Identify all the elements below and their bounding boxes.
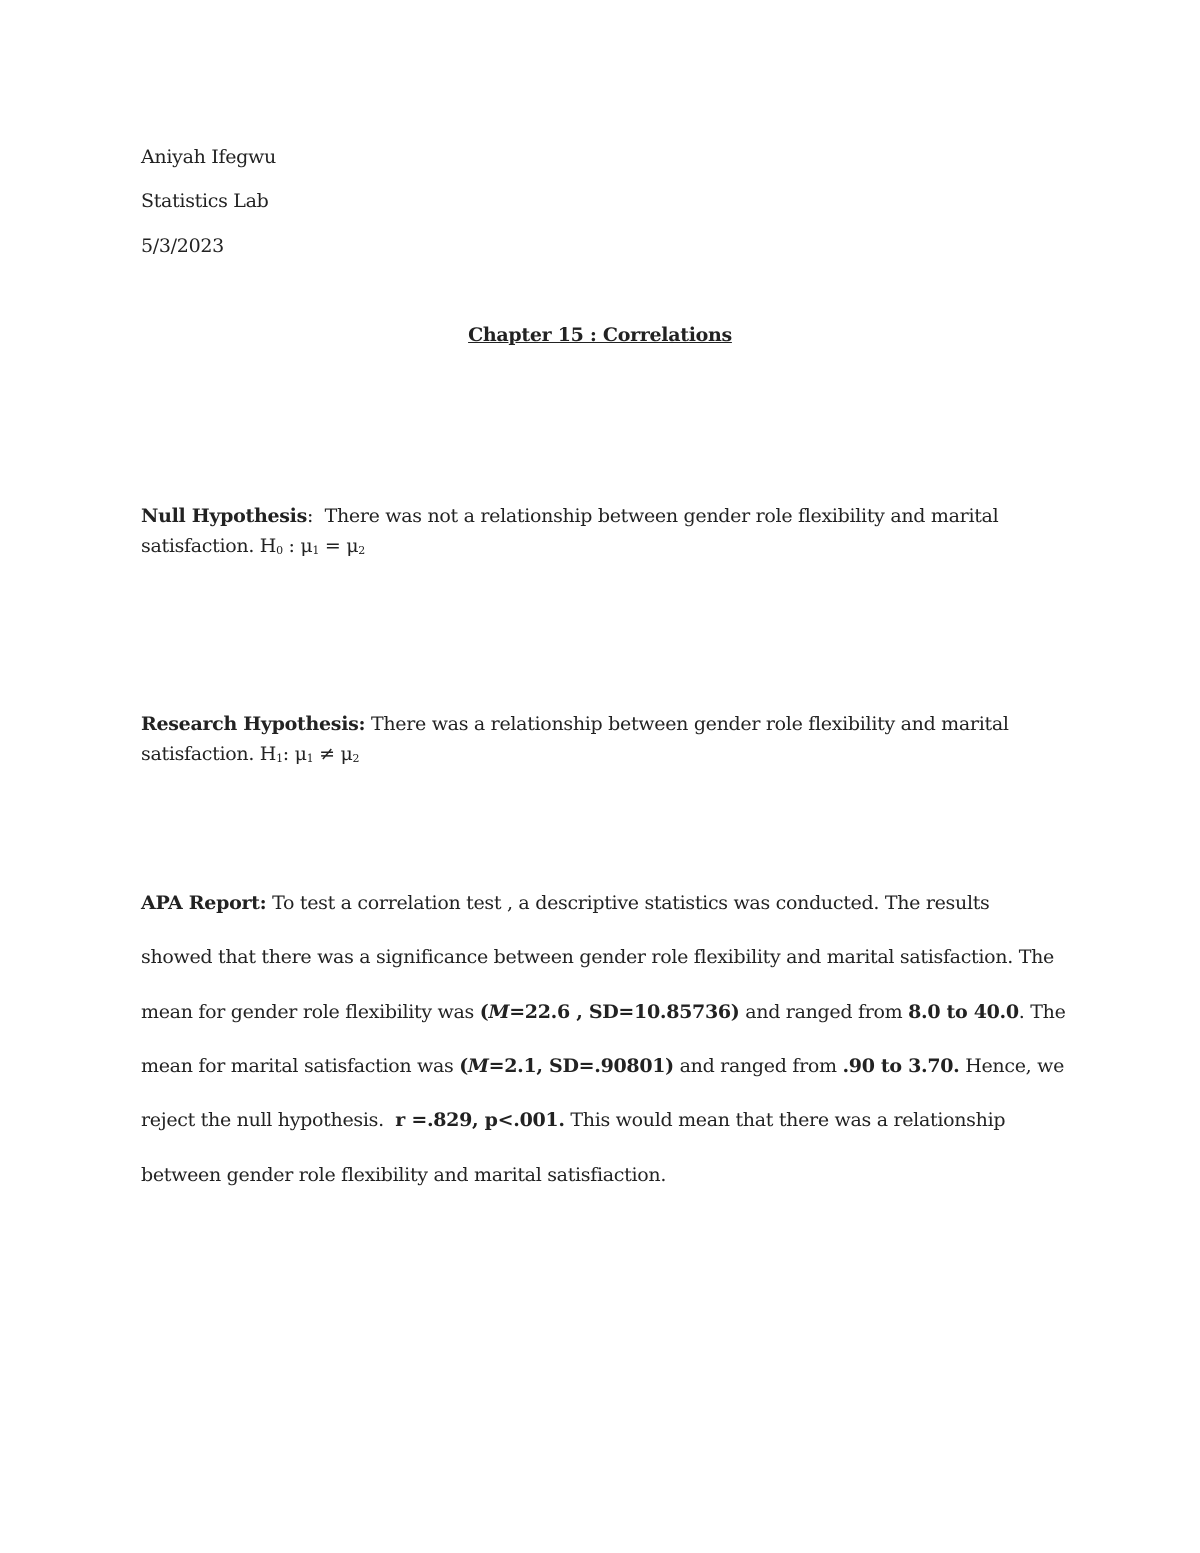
- apa-report-text-3a: mean for gender role flexibility was: [141, 1001, 480, 1023]
- apa-report-text-4a: mean for marital satisfaction was: [141, 1055, 460, 1077]
- apa-report-line-4: [141, 1054, 1064, 1078]
- apa-report-line-5: [141, 1108, 1005, 1132]
- course-name: Statistics Lab: [141, 190, 269, 212]
- apa-report-text-1: To test a correlation test , a descriptive statistics was conducted. The results: [266, 892, 990, 914]
- apa-report-text-5c: This would mean that there was a relationship: [564, 1109, 1006, 1131]
- research-hypothesis-formula-c: ≠ μ: [313, 743, 353, 765]
- apa-report-stats-4: =2.1, SD=.90801): [488, 1055, 674, 1077]
- null-hypothesis-formula-b: : μ: [282, 535, 313, 557]
- research-h-subscript: 1: [276, 752, 283, 765]
- apa-report-line-3: [141, 1000, 1066, 1024]
- apa-report-text-5a: reject the null hypothesis.: [141, 1109, 396, 1131]
- null-hypothesis-colon: :: [306, 505, 314, 527]
- apa-report-stats-3: =22.6 , SD=10.85736): [509, 1001, 740, 1023]
- research-mu1-subscript: 1: [306, 752, 314, 765]
- null-mu2-subscript: 2: [358, 544, 365, 557]
- apa-report-range-4: .90 to 3.70.: [842, 1055, 960, 1077]
- apa-report-range-3: 8.0 to 40.0: [908, 1001, 1019, 1023]
- research-hypothesis-line-2: [141, 742, 359, 771]
- apa-report-text-4c: and ranged from: [673, 1055, 843, 1077]
- page-title: Chapter 15 : Correlations: [468, 324, 732, 346]
- null-hypothesis-line-1: [141, 504, 998, 528]
- apa-report-line-6: between gender role flexibility and marital satisfiaction.: [141, 1164, 667, 1186]
- null-mu1-subscript: 1: [312, 544, 320, 557]
- apa-report-paren-open-3: (: [479, 1001, 489, 1023]
- null-hypothesis-formula-c: = μ: [319, 535, 359, 557]
- null-hypothesis-line-2: [141, 534, 365, 563]
- document-date: 5/3/2023: [141, 235, 224, 257]
- apa-report-line-1: [141, 891, 990, 915]
- apa-report-text-3e: . The: [1018, 1001, 1066, 1023]
- apa-report-text-3c: and ranged from: [739, 1001, 909, 1023]
- research-hypothesis-formula-b: : μ: [282, 743, 307, 765]
- apa-report-text-4e: Hence, we: [959, 1055, 1065, 1077]
- null-hypothesis-formula-a: satisfaction. H: [141, 535, 277, 557]
- null-hypothesis-label: Null Hypothesis: [141, 505, 307, 527]
- author-name: Aniyah Ifegwu: [141, 146, 276, 168]
- research-hypothesis-formula-a: satisfaction. H: [141, 743, 277, 765]
- apa-report-correlation-result: r =.829, p<.001.: [395, 1109, 565, 1131]
- apa-report-line-2: showed that there was a significance between gender role flexibility and marital satisfaction. The: [141, 946, 1054, 968]
- research-mu2-subscript: 2: [352, 752, 360, 765]
- research-hypothesis-line-1: [141, 712, 1009, 736]
- apa-report-mean-symbol-4: M: [467, 1055, 489, 1077]
- apa-report-paren-open-4: (: [459, 1055, 468, 1077]
- research-hypothesis-label: Research Hypothesis:: [141, 713, 366, 735]
- apa-report-mean-symbol-3: M: [488, 1001, 510, 1023]
- null-h-subscript: 0: [276, 544, 283, 557]
- research-hypothesis-text: There was a relationship between gender role flexibility and marital: [365, 713, 1009, 735]
- null-hypothesis-text: There was not a relationship between gender role flexibility and marital: [313, 505, 999, 527]
- apa-report-label: APA Report:: [141, 892, 267, 914]
